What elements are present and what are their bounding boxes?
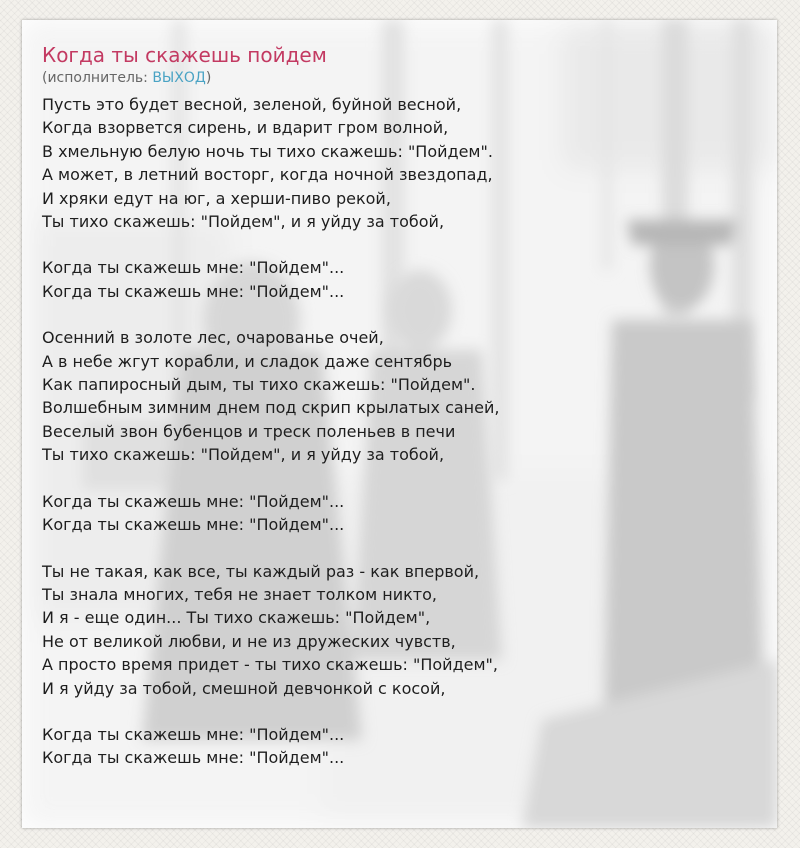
lyrics-line: Когда ты скажешь мне: "Пойдем"... [42,281,345,301]
artist-line [42,69,777,87]
lyrics-line: А просто время придет - ты тихо скажешь: "Пойдем", [42,655,498,675]
lyrics-card [22,20,777,828]
lyrics-line: Волшебным зимним днем под скрип крылатых саней, [42,398,500,418]
lyrics-line: В хмельную белую ночь ты тихо скажешь: "Пойдем". [42,141,493,161]
lyrics-line: Когда ты скажешь мне: "Пойдем"... [42,724,345,744]
content [22,20,777,770]
lyrics-line: Не от великой любви, и не из дружеских чувств, [42,631,456,651]
lyrics-line: Веселый звон бубенцов и треск поленьев в печи [42,421,456,441]
lyrics-line: Когда ты скажешь мне: "Пойдем"... [42,748,345,768]
lyrics-stanza [42,326,777,466]
lyrics-line: Ты знала многих, тебя не знает толком никто, [42,584,437,604]
lyrics-line: И я - еще один... Ты тихо скажешь: "Пойдем", [42,608,431,628]
artist-link[interactable]: ВЫХОД [152,70,206,86]
lyrics-line: Пусть это будет весной, зеленой, буйной весной, [42,95,462,114]
lyrics-line: И я уйду за тобой, смешной девчонкой с косой, [42,678,446,698]
lyrics-line: Как папиросный дым, ты тихо скажешь: "Пойдем". [42,375,476,395]
lyrics-line: И хряки едут на юг, а херши-пиво рекой, [42,188,391,208]
lyrics-line: Когда ты скажешь мне: "Пойдем"... [42,491,345,511]
song-title: Когда ты скажешь пойдем [42,43,327,67]
lyrics-stanza [42,93,777,233]
lyrics-line: Когда взорвется сирень, и вдарит гром волной, [42,118,449,138]
lyrics-line: Ты не такая, как все, ты каждый раз - как впервой, [42,561,480,581]
lyrics-stanza [42,256,777,303]
artist-suffix: ) [205,70,212,86]
lyrics-stanza [42,560,777,700]
lyrics-line: Ты тихо скажешь: "Пойдем", и я уйду за тобой, [42,445,445,465]
lyrics-line: Когда ты скажешь мне: "Пойдем"... [42,258,345,278]
artist-prefix: (исполнитель: [42,70,153,86]
lyrics-line: А может, в летний восторг, когда ночной звездопад, [42,165,493,185]
lyrics-line: Когда ты скажешь мне: "Пойдем"... [42,515,345,535]
lyrics-stanza [42,490,777,537]
lyrics-stanza [42,723,777,770]
lyrics-line: Осенний в золоте лес, очарованье очей, [42,328,384,348]
lyrics [42,93,777,770]
lyrics-line: А в небе жгут корабли, и сладок даже сентябрь [42,351,453,371]
lyrics-line: Ты тихо скажешь: "Пойдем", и я уйду за тобой, [42,212,445,232]
